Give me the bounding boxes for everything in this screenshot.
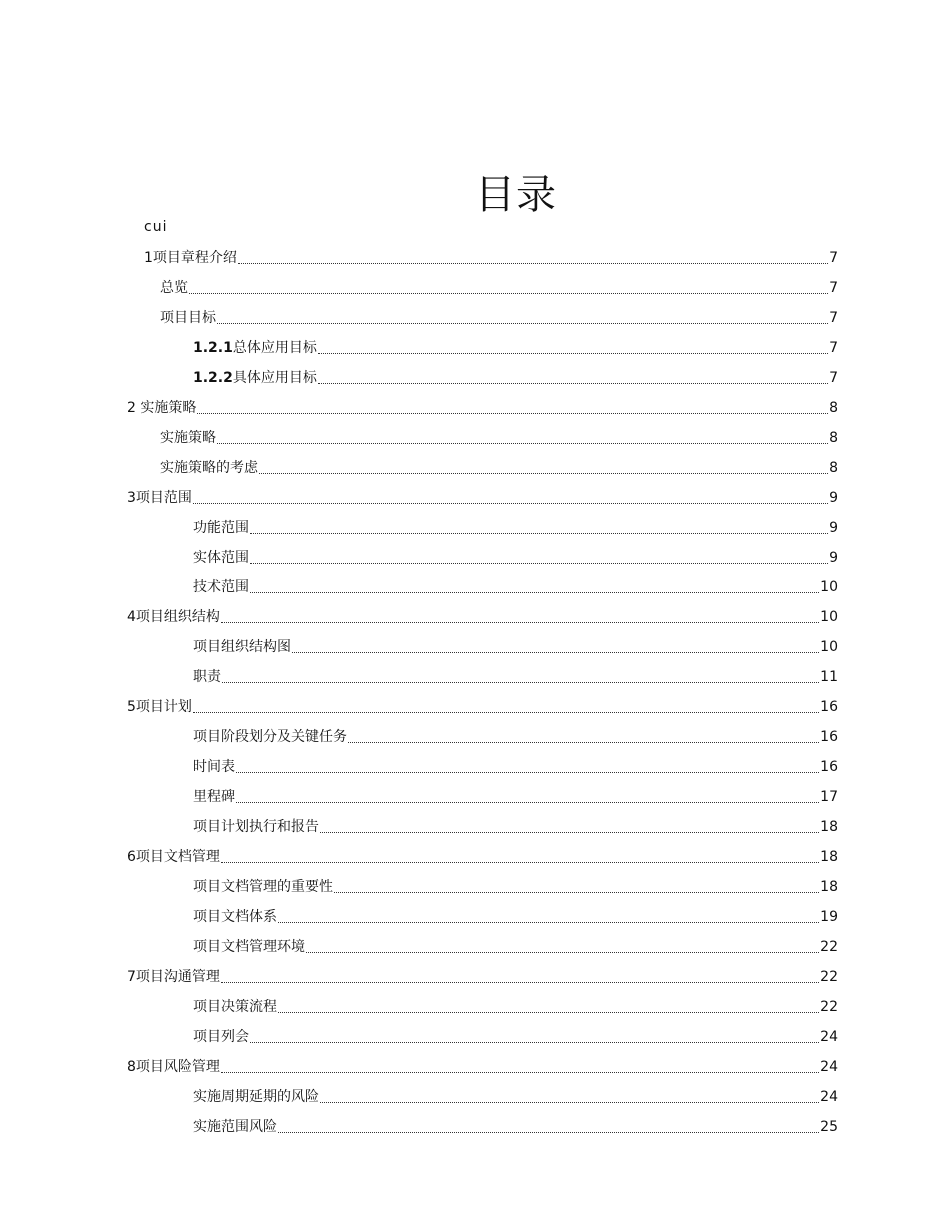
toc-page-number: 18 (820, 819, 838, 836)
toc-entry[interactable] (193, 905, 838, 927)
toc-dot-leader (259, 472, 828, 474)
toc-dot-leader (217, 442, 828, 444)
toc-entry-text: 技术范围 (193, 579, 249, 596)
toc-entry-number: 6 (127, 849, 136, 865)
toc-dot-leader (222, 681, 819, 683)
toc-entry-text: 实施策略 (135, 399, 197, 416)
toc-entry-label (193, 1087, 319, 1107)
toc-entry-label (193, 637, 291, 657)
toc-entry-label (193, 997, 277, 1017)
toc-entry-text: 功能范围 (193, 519, 249, 536)
toc-entry-text: 时间表 (193, 759, 235, 776)
toc-dot-leader (193, 502, 828, 504)
toc-entry[interactable] (193, 785, 838, 807)
toc-page-number: 16 (820, 699, 838, 716)
toc-dot-leader (278, 1131, 819, 1133)
toc-entry-text: 项目组织结构图 (193, 639, 291, 656)
toc-entry-number: 2 (127, 399, 136, 416)
toc-entry[interactable] (127, 486, 838, 508)
toc-entry-label (127, 607, 220, 627)
toc-entry-label (193, 787, 235, 807)
toc-dot-leader (193, 711, 819, 713)
toc-dot-leader (236, 801, 819, 803)
toc-page-number: 10 (820, 639, 838, 656)
toc-entry-number: 1.2.2 (193, 369, 233, 386)
toc-page-number: 9 (829, 549, 838, 566)
toc-dot-leader (348, 741, 819, 743)
toc-entry[interactable] (193, 995, 838, 1017)
toc-entry-text: 项目文档管理环境 (193, 938, 305, 955)
toc-entry-label (193, 937, 305, 957)
toc-entry-label (160, 458, 258, 478)
toc-page-number: 24 (820, 1028, 838, 1045)
toc-dot-leader (292, 651, 819, 653)
toc-entry[interactable] (193, 575, 838, 597)
toc-entry-number: 3 (127, 489, 136, 506)
toc-dot-leader (250, 532, 828, 534)
toc-page-number: 10 (820, 579, 838, 596)
toc-entry[interactable] (193, 725, 838, 747)
toc-entry[interactable] (193, 366, 838, 388)
toc-entry-number: 1 (144, 250, 153, 266)
toc-dot-leader (238, 262, 828, 264)
toc-entry-text: 项目计划执行和报告 (193, 819, 319, 836)
toc-entry[interactable] (193, 935, 838, 957)
toc-entry-text: 项目文档管理 (135, 849, 220, 865)
toc-entry-label (193, 338, 317, 358)
toc-entry-text: 项目决策流程 (193, 998, 277, 1015)
toc-entry-text: 实施策略 (160, 429, 216, 446)
toc-page-number: 8 (829, 459, 838, 476)
toc-entry-label (193, 518, 249, 538)
toc-dot-leader (217, 322, 828, 324)
toc-entry-label (193, 368, 317, 388)
toc-page-number: 22 (820, 998, 838, 1015)
toc-entry[interactable] (193, 1025, 838, 1047)
toc-page-number: 24 (820, 1058, 838, 1075)
toc-entry[interactable] (193, 815, 838, 837)
toc-entry[interactable] (127, 965, 838, 987)
toc-entry-text: 项目沟通管理 (135, 968, 220, 985)
toc-dot-leader (334, 891, 819, 893)
toc-entry-text: 总览 (160, 279, 188, 296)
preface-text: cui (144, 219, 168, 235)
toc-entry-text: 项目风险管理 (135, 1058, 220, 1075)
toc-entry-text: 项目范围 (135, 489, 192, 506)
toc-dot-leader (320, 1101, 819, 1103)
toc-dot-leader (221, 621, 819, 623)
toc-entry-text: 实施范围风险 (193, 1118, 277, 1135)
toc-page-number: 8 (829, 429, 838, 446)
toc-page-number: 22 (820, 968, 838, 985)
toc-entry-label (193, 817, 319, 837)
toc-entry-text: 实施策略的考虑 (160, 459, 258, 476)
toc-page-number: 16 (820, 729, 838, 746)
toc-entry[interactable] (160, 456, 838, 478)
toc-page-number: 9 (829, 489, 838, 506)
toc-entry-number: 1.2.1 (193, 339, 233, 356)
toc-page-number: 7 (829, 279, 838, 296)
toc-entry[interactable] (160, 306, 838, 328)
toc-entry-number: 7 (127, 968, 136, 985)
toc-page-number: 25 (820, 1118, 838, 1135)
toc-entry-label (193, 1117, 277, 1137)
toc-entry-label (127, 1057, 220, 1077)
toc-page-number: 8 (829, 399, 838, 416)
toc-entry-label (193, 907, 277, 927)
toc-page-number: 16 (820, 759, 838, 776)
toc-entry-label (127, 847, 220, 867)
toc-entry[interactable] (144, 246, 838, 268)
toc-entry[interactable] (127, 1055, 838, 1077)
toc-entry-text: 职责 (193, 669, 221, 686)
toc-dot-leader (250, 591, 819, 593)
toc-entry-label (193, 877, 333, 897)
toc-entry-label (144, 248, 237, 268)
toc-entry-label (127, 488, 192, 508)
toc-entry[interactable] (193, 516, 838, 538)
toc-dot-leader (221, 981, 819, 983)
toc-page-number: 22 (820, 938, 838, 955)
toc-dot-leader (318, 352, 828, 354)
toc-page-number: 7 (829, 250, 838, 266)
toc-entry-number: 4 (127, 609, 136, 626)
toc-entry-text: 项目阶段划分及关键任务 (193, 729, 347, 746)
toc-dot-leader (306, 951, 819, 953)
toc-entry[interactable] (193, 336, 838, 358)
toc-entry[interactable] (127, 605, 838, 627)
page-title: 目录 (475, 171, 557, 218)
toc-entry-label (127, 967, 220, 987)
toc-dot-leader (250, 562, 828, 564)
toc-entry-text: 项目目标 (160, 309, 216, 326)
toc-entry-label (193, 548, 249, 568)
toc-dot-leader (278, 1011, 819, 1013)
toc-page-number: 18 (820, 878, 838, 895)
toc-entry[interactable] (193, 1115, 838, 1137)
toc-page-number: 24 (820, 1088, 838, 1105)
toc-dot-leader (278, 921, 819, 923)
toc-entry-text: 项目组织结构 (135, 609, 220, 626)
toc-entry-label (160, 428, 216, 448)
toc-entry-number: 5 (127, 699, 136, 716)
toc-entry-label (193, 727, 347, 747)
toc-dot-leader (197, 412, 828, 414)
toc-entry-label (193, 1027, 249, 1047)
toc-entry-label (193, 667, 221, 687)
toc-page-number: 19 (820, 908, 838, 925)
toc-entry[interactable] (160, 426, 838, 448)
toc-entry[interactable] (127, 845, 838, 867)
toc-dot-leader (318, 382, 828, 384)
toc-page-number: 11 (820, 669, 838, 686)
toc-entry-label (127, 398, 196, 418)
toc-entry-text: 项目列会 (193, 1028, 249, 1045)
toc-entry[interactable] (193, 635, 838, 657)
toc-entry-text: 项目计划 (135, 699, 192, 716)
toc-entry-text: 总体应用目标 (232, 339, 317, 356)
toc-page-number: 7 (829, 309, 838, 326)
toc-page-number: 9 (829, 519, 838, 536)
toc-entry[interactable] (193, 546, 838, 568)
toc-entry[interactable] (127, 695, 838, 717)
toc-dot-leader (236, 771, 819, 773)
toc-dot-leader (189, 292, 828, 294)
toc-entry-text: 项目文档体系 (193, 908, 277, 925)
toc-page-number: 10 (820, 609, 838, 626)
toc-entry-text: 项目文档管理的重要性 (193, 878, 333, 895)
toc-dot-leader (221, 1071, 819, 1073)
toc-entry-text: 具体应用目标 (232, 369, 317, 386)
toc-entry-label (160, 278, 188, 298)
toc-entry-text: 实体范围 (193, 549, 249, 566)
toc-entry[interactable] (193, 755, 838, 777)
toc-page-number: 7 (829, 369, 838, 386)
toc-entry-text: 项目章程介绍 (152, 250, 237, 266)
toc-entry-text: 实施周期延期的风险 (193, 1088, 319, 1105)
toc-entry[interactable] (193, 665, 838, 687)
toc-entry[interactable] (127, 396, 838, 418)
toc-dot-leader (250, 1041, 819, 1043)
toc-entry-label (193, 577, 249, 597)
toc-entry-label (127, 697, 192, 717)
toc-entry-number: 8 (127, 1058, 136, 1075)
toc-entry-label (193, 757, 235, 777)
toc-entry[interactable] (193, 875, 838, 897)
toc-page-number: 17 (820, 789, 838, 806)
toc-entry-label (160, 308, 216, 328)
toc-dot-leader (320, 831, 819, 833)
toc-entry-text: 里程碑 (193, 789, 235, 806)
toc-page-number: 7 (829, 339, 838, 356)
toc-entry[interactable] (193, 1085, 838, 1107)
toc-dot-leader (221, 861, 819, 863)
toc-entry[interactable] (160, 276, 838, 298)
toc-page-number: 18 (820, 849, 838, 865)
